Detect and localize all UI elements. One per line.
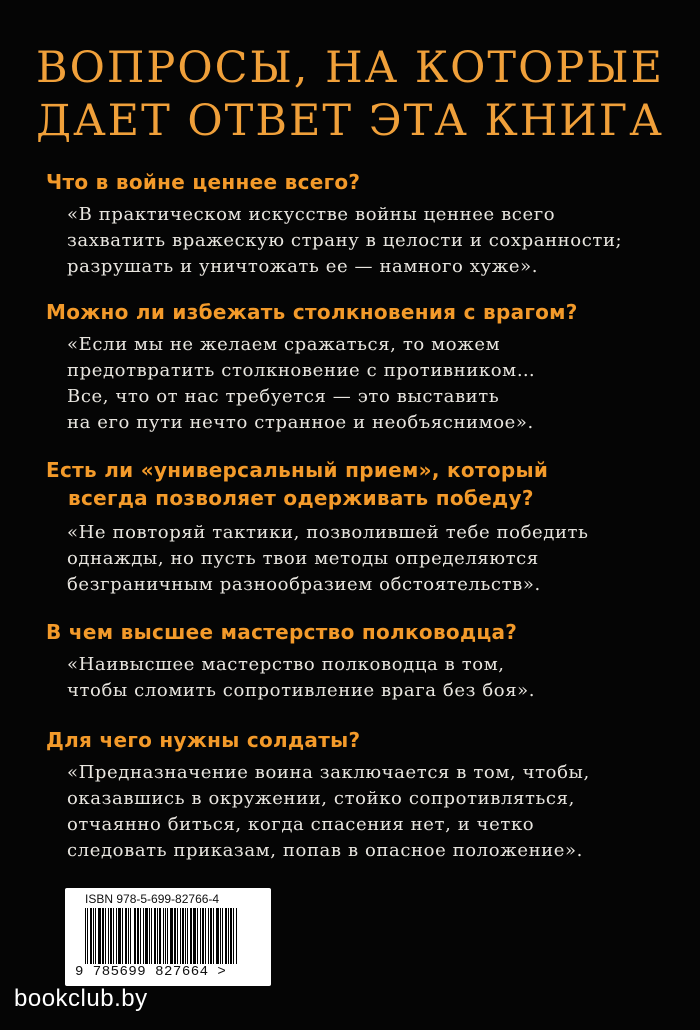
barcode-bar (130, 908, 131, 964)
barcode-bar (154, 908, 156, 964)
answer-2-line-4: на его пути нечто странное и необъяснимое». (67, 412, 534, 433)
barcode-bars (85, 908, 255, 964)
page-title-line-1: ВОПРОСЫ, НА КОТОРЫЕ (36, 43, 664, 93)
barcode-bar (182, 908, 184, 964)
answer-5-line-2: оказавшись в окружении, стойко сопротивляться, (67, 788, 575, 809)
barcode-bar (208, 908, 209, 964)
barcode-bar (193, 908, 196, 964)
answer-1-line-2: захватить вражескую страну в целости и сохранности; (67, 230, 623, 251)
barcode-bar (222, 908, 223, 964)
barcode-bar (197, 908, 198, 964)
answer-3-line-3: безграничным разнообразием обстоятельств». (67, 574, 541, 595)
barcode-bar (113, 908, 114, 964)
question-4: В чем высшее мастерство полководца? (46, 620, 518, 644)
barcode-bar (210, 908, 212, 964)
question-3-line-2: всегда позволяет одерживать победу? (68, 486, 534, 510)
barcode-bar (200, 908, 201, 964)
barcode-bar (145, 908, 148, 964)
barcode-bar (180, 908, 181, 964)
barcode-bar (137, 908, 139, 964)
barcode-bar (202, 908, 204, 964)
barcode-bar (233, 908, 234, 964)
answer-2-line-2: предотвратить столкновение с противником… (67, 360, 536, 381)
barcode-bar (149, 908, 150, 964)
barcode-bar (116, 908, 117, 964)
barcode-bar (220, 908, 221, 964)
barcode-digits: 9 785699 827664 > (75, 964, 227, 980)
barcode-bar (205, 908, 206, 964)
answer-4-line-1: «Наивысшее мастерство полководца в том, (67, 654, 505, 675)
barcode-bar (134, 908, 136, 964)
question-5: Для чего нужны солдаты? (46, 728, 361, 752)
barcode-bar (236, 908, 237, 964)
barcode-bar (122, 908, 123, 964)
barcode-bar (187, 908, 188, 964)
question-3-line-1: Есть ли «универсальный прием», который (46, 458, 549, 482)
barcode-bar (230, 908, 232, 964)
barcode-bar (167, 908, 168, 964)
isbn-label: ISBN 978-5-699-82766-4 (85, 892, 220, 906)
question-2: Можно ли избежать столкновения с врагом? (46, 300, 578, 324)
answer-5-line-3: отчаянно биться, когда спасения нет, и четко (67, 814, 535, 835)
barcode (65, 888, 271, 986)
barcode-bar (151, 908, 152, 964)
barcode-bar (228, 908, 229, 964)
answer-5-line-1: «Предназначение воина заключается в том, чтобы, (67, 762, 590, 783)
barcode-bar (190, 908, 192, 964)
barcode-bar (163, 908, 164, 964)
barcode-bar (174, 908, 176, 964)
barcode-bar (225, 908, 227, 964)
site-watermark: bookclub.by (14, 985, 148, 1012)
barcode-bar (95, 908, 96, 964)
answer-5-line-4: следовать приказам, попав в опасное положение». (67, 840, 583, 861)
barcode-bar (110, 908, 112, 964)
barcode-bar (165, 908, 166, 964)
answer-2-line-1: «Если мы не желаем сражаться, то можем (67, 334, 501, 355)
barcode-bar (157, 908, 158, 964)
answer-4-line-2: чтобы сломить сопротивление врага без боя». (67, 680, 536, 701)
barcode-bar (159, 908, 161, 964)
barcode-bar (125, 908, 127, 964)
barcode-bar (87, 908, 88, 964)
barcode-bar (213, 908, 214, 964)
barcode-bar (140, 908, 141, 964)
barcode-bar (185, 908, 186, 964)
barcode-bar (108, 908, 109, 964)
barcode-bar (128, 908, 129, 964)
barcode-bar (98, 908, 101, 964)
barcode-bar (177, 908, 178, 964)
barcode-bar (85, 908, 86, 964)
answer-2-line-3: Все, что от нас требуется — это выставить (67, 386, 500, 407)
barcode-bar (105, 908, 106, 964)
barcode-bar (170, 908, 173, 964)
barcode-bar (143, 908, 144, 964)
answer-1-line-1: «В практическом искусстве войны ценнее всего (67, 204, 556, 225)
barcode-bar (118, 908, 121, 964)
barcode-bar (102, 908, 104, 964)
barcode-bar (93, 908, 94, 964)
page-title-line-2: ДАЕТ ОТВЕТ ЭТА КНИГА (36, 96, 664, 146)
answer-1-line-3: разрушать и уничтожать ее — намного хуже». (67, 256, 539, 277)
question-1: Что в войне ценнее всего? (46, 170, 361, 194)
answer-3-line-1: «Не повторяй тактики, позволившей тебе победить (67, 522, 589, 543)
barcode-bar (90, 908, 92, 964)
answer-3-line-2: однажды, но пусть твои методы определяются (67, 548, 539, 569)
barcode-bar (216, 908, 219, 964)
